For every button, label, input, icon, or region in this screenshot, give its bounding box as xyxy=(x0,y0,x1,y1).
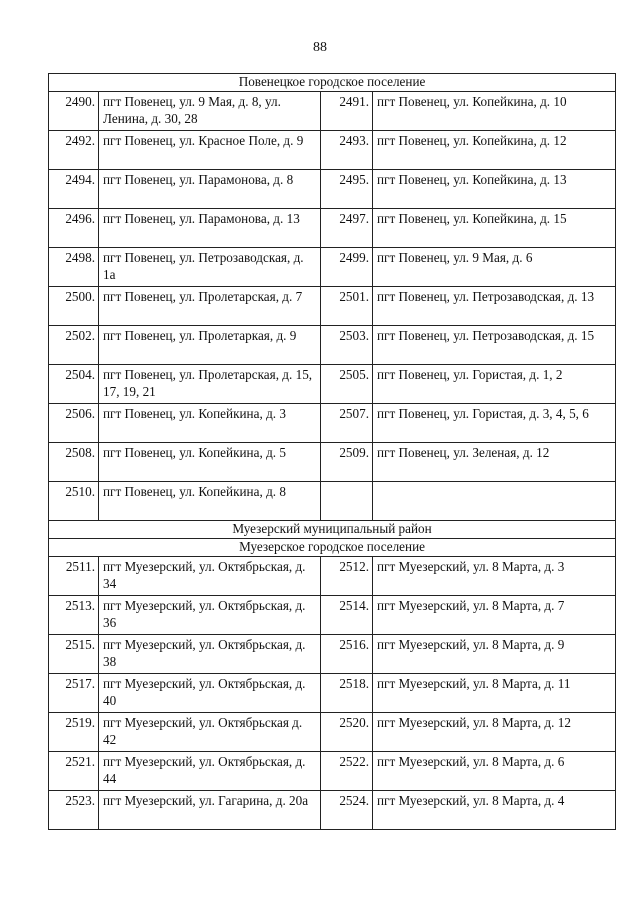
table-row xyxy=(49,92,616,131)
entry-number: 2510. xyxy=(49,482,99,521)
entry-address: пгт Муезерский, ул. Октябрьская, д. 34 xyxy=(99,557,321,596)
entry-number: 2513. xyxy=(49,596,99,635)
section-header-muezersky-district xyxy=(49,521,616,539)
entry-address: пгт Муезерский, ул. 8 Марта, д. 4 xyxy=(373,791,616,830)
entry-number: 2511. xyxy=(49,557,99,596)
entry-number: 2519. xyxy=(49,713,99,752)
entry-number: 2505. xyxy=(321,365,373,404)
entry-address: пгт Муезерский, ул. 8 Марта, д. 3 xyxy=(373,557,616,596)
table-row xyxy=(49,170,616,209)
table-row xyxy=(49,482,616,521)
page-number: 88 xyxy=(313,40,327,55)
entry-address: пгт Муезерский, ул. Октябрьская, д. 38 xyxy=(99,635,321,674)
entry-number: 2522. xyxy=(321,752,373,791)
entry-number-empty xyxy=(321,482,373,521)
entry-address: пгт Повенец, ул. Пролетарская, д. 15, 17, 19, 21 xyxy=(99,365,321,404)
table-row xyxy=(49,443,616,482)
entry-address: пгт Муезерский, ул. Гагарина, д. 20а xyxy=(99,791,321,830)
entry-address: пгт Муезерский, ул. Октябрьская, д. 40 xyxy=(99,674,321,713)
entry-number: 2499. xyxy=(321,248,373,287)
section-title: Повенецкое городское поселение xyxy=(49,74,616,92)
entry-address: пгт Муезерский, ул. 8 Марта, д. 6 xyxy=(373,752,616,791)
entry-address: пгт Повенец, ул. Петрозаводская, д. 15 xyxy=(373,326,616,365)
entry-address: пгт Повенец, ул. Петрозаводская, д. 13 xyxy=(373,287,616,326)
table-row xyxy=(49,365,616,404)
entry-address-empty xyxy=(373,482,616,521)
table-row xyxy=(49,635,616,674)
entry-address: пгт Муезерский, ул. 8 Марта, д. 11 xyxy=(373,674,616,713)
entry-number: 2495. xyxy=(321,170,373,209)
entry-address: пгт Муезерский, ул. Октябрьская, д. 36 xyxy=(99,596,321,635)
entry-number: 2496. xyxy=(49,209,99,248)
entry-number: 2507. xyxy=(321,404,373,443)
section-title: Муезерский муниципальный район xyxy=(49,521,616,539)
entry-number: 2504. xyxy=(49,365,99,404)
entry-number: 2494. xyxy=(49,170,99,209)
table-row xyxy=(49,752,616,791)
entry-address: пгт Муезерский, ул. 8 Марта, д. 7 xyxy=(373,596,616,635)
entry-address: пгт Повенец, ул. Гористая, д. 1, 2 xyxy=(373,365,616,404)
entry-address: пгт Повенец, ул. Красное Поле, д. 9 xyxy=(99,131,321,170)
entry-number: 2524. xyxy=(321,791,373,830)
entry-address: пгт Муезерский, ул. Октябрьская д. 42 xyxy=(99,713,321,752)
entry-address: пгт Повенец, ул. Пролетаркая, д. 9 xyxy=(99,326,321,365)
entry-address: пгт Повенец, ул. Копейкина, д. 10 xyxy=(373,92,616,131)
entry-address: пгт Повенец, ул. Зеленая, д. 12 xyxy=(373,443,616,482)
entry-address: пгт Повенец, ул. Копейкина, д. 3 xyxy=(99,404,321,443)
entry-number: 2498. xyxy=(49,248,99,287)
entry-number: 2492. xyxy=(49,131,99,170)
table-row xyxy=(49,791,616,830)
entry-number: 2516. xyxy=(321,635,373,674)
entry-number: 2518. xyxy=(321,674,373,713)
entry-address: пгт Повенец, ул. Парамонова, д. 13 xyxy=(99,209,321,248)
entry-number: 2500. xyxy=(49,287,99,326)
entry-number: 2497. xyxy=(321,209,373,248)
entry-number: 2521. xyxy=(49,752,99,791)
entry-address: пгт Повенец, ул. Гористая, д. 3, 4, 5, 6 xyxy=(373,404,616,443)
entry-number: 2509. xyxy=(321,443,373,482)
entry-address: пгт Повенец, ул. Копейкина, д. 15 xyxy=(373,209,616,248)
entry-address: пгт Муезерский, ул. 8 Марта, д. 9 xyxy=(373,635,616,674)
entry-address: пгт Повенец, ул. Копейкина, д. 5 xyxy=(99,443,321,482)
table-row xyxy=(49,248,616,287)
entry-number: 2523. xyxy=(49,791,99,830)
entry-number: 2506. xyxy=(49,404,99,443)
section-header-muezerskoe xyxy=(49,539,616,557)
entry-address: пгт Повенец, ул. Пролетарская, д. 7 xyxy=(99,287,321,326)
entry-address: пгт Повенец, ул. Петрозаводская, д. 1а xyxy=(99,248,321,287)
entry-number: 2520. xyxy=(321,713,373,752)
section-title: Муезерское городское поселение xyxy=(49,539,616,557)
table-row xyxy=(49,326,616,365)
table-row xyxy=(49,131,616,170)
entry-number: 2515. xyxy=(49,635,99,674)
entry-number: 2501. xyxy=(321,287,373,326)
table-row xyxy=(49,713,616,752)
table-row xyxy=(49,404,616,443)
entry-number: 2508. xyxy=(49,443,99,482)
entry-number: 2514. xyxy=(321,596,373,635)
entry-address: пгт Муезерский, ул. Октябрьская, д. 44 xyxy=(99,752,321,791)
entry-address: пгт Повенец, ул. 9 Мая, д. 8, ул. Ленина, д. 30, 28 xyxy=(99,92,321,131)
table-row xyxy=(49,557,616,596)
entry-address: пгт Повенец, ул. Копейкина, д. 8 xyxy=(99,482,321,521)
entry-address: пгт Повенец, ул. Копейкина, д. 13 xyxy=(373,170,616,209)
entry-address: пгт Повенец, ул. Парамонова, д. 8 xyxy=(99,170,321,209)
table-row xyxy=(49,209,616,248)
table-row xyxy=(49,596,616,635)
entry-address: пгт Муезерский, ул. 8 Марта, д. 12 xyxy=(373,713,616,752)
table-row xyxy=(49,287,616,326)
entry-number: 2490. xyxy=(49,92,99,131)
entry-number: 2512. xyxy=(321,557,373,596)
entry-address: пгт Повенец, ул. Копейкина, д. 12 xyxy=(373,131,616,170)
entry-number: 2491. xyxy=(321,92,373,131)
entry-number: 2502. xyxy=(49,326,99,365)
entry-number: 2503. xyxy=(321,326,373,365)
table-row xyxy=(49,674,616,713)
entry-number: 2517. xyxy=(49,674,99,713)
address-table xyxy=(48,73,616,830)
section-header-povenets xyxy=(49,74,616,92)
entry-address: пгт Повенец, ул. 9 Мая, д. 6 xyxy=(373,248,616,287)
entry-number: 2493. xyxy=(321,131,373,170)
